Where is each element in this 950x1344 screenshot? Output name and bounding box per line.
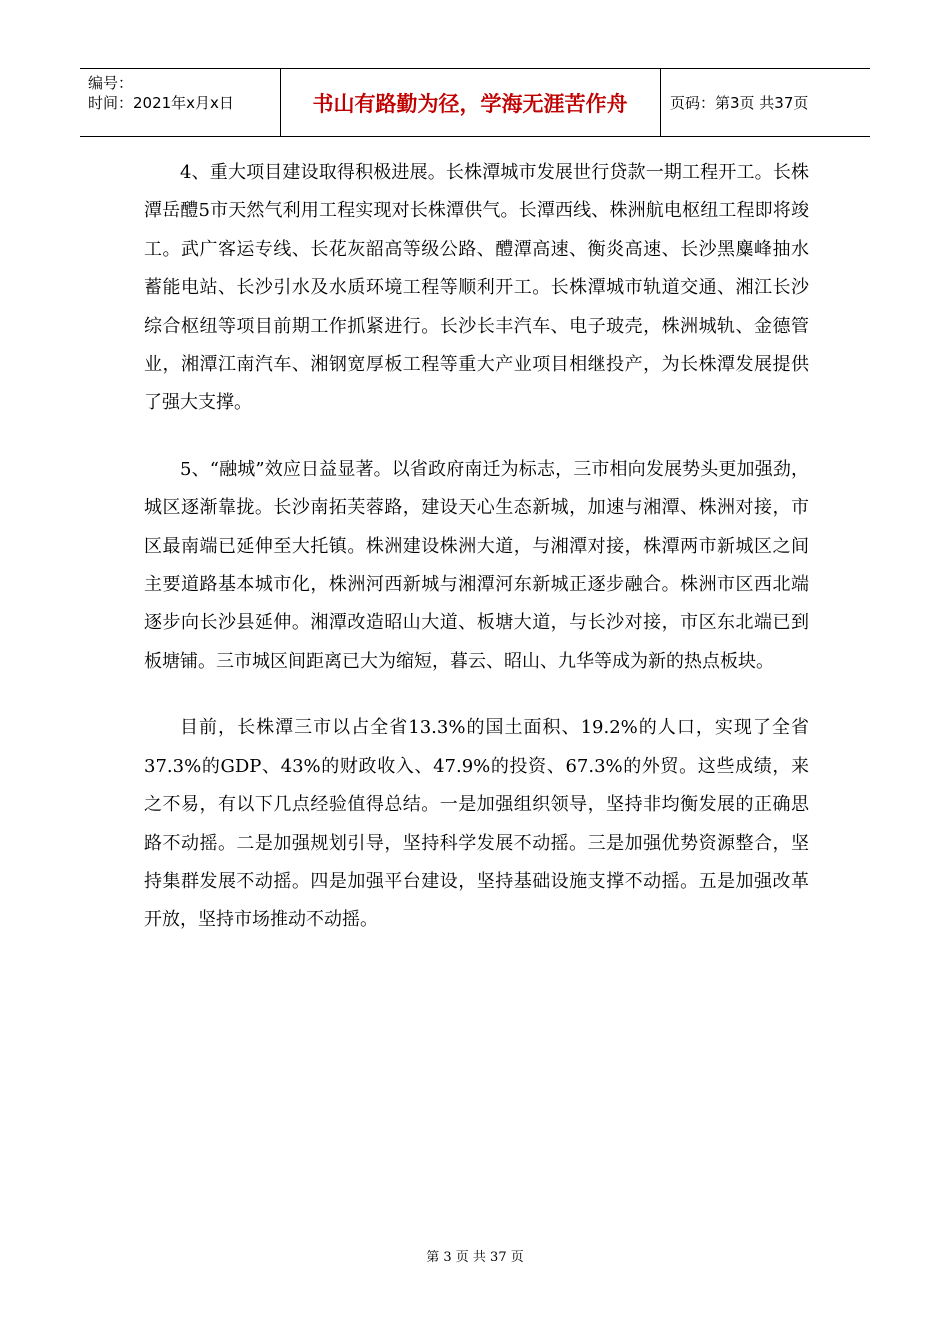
paragraph-city-integration: 5、“融城”效应日益显著。以省政府南迁为标志，三市相向发展势头更加强劲，城区逐渐靠拢。长沙南拓芙蓉路，建设天心生态新城，加速与湘潭、株洲对接，市区最南端已延伸至大托镇。株洲建设株洲大道，与湘潭对接，株潭两市新城区之间主要道路基本城市化，株洲河西新城与湘潭河东新城正逐步融合。株洲市区西北端逐步向长沙县延伸。湘潭改造昭山大道、板塘大道，与长沙对接，市区东北端已到板塘铺。三市城区间距离已大为缩短，暮云、昭山、九华等成为新的热点板块。	[144, 458, 809, 672]
document-number-label: 编号：	[88, 74, 134, 92]
paragraph-summary: 目前，长株潭三市以占全省13.3%的国土面积、19.2%的人口，实现了全省37.3%的GDP、43%的财政收入、47.9%的投资、67.3%的外贸。这些成绩，来之不易，有以下几点经验值得总结。一是加强组织领导，坚持非均衡发展的正确思路不动摇。二是加强规划引导，坚持科学发展不动摇。三是加强优势资源整合，坚持集群发展不动摇。四是加强平台建设，坚持基础设施支撑不动摇。五是加强改革开放，坚持市场推动不动摇。	[144, 717, 809, 931]
page-footer: 第 3 页 共 37 页	[426, 1250, 524, 1265]
document-body	[144, 154, 809, 968]
paragraph-major-projects: 4、重大项目建设取得积极进展。长株潭城市发展世行贷款一期工程开工。长株潭岳醴5市天然气利用工程实现对长株潭供气。长潭西线、株洲航电枢纽工程即将竣工。武广客运专线、长花灰韶高等级公路、醴潭高速、衡炎高速、长沙黑麋峰抽水蓄能电站、长沙引水及水质环境工程等顺利开工。长株潭城市轨道交通、湘江长沙综合枢纽等项目前期工作抓紧进行。长沙长丰汽车、电子玻壳，株洲城轨、金德管业，湘潭江南汽车、湘钢宽厚板工程等重大产业项目相继投产，为长株潭发展提供了强大支撑。	[144, 162, 809, 414]
header-motto: 书山有路勤为径，学海无涯苦作舟	[280, 69, 661, 136]
header-info-cell	[80, 69, 281, 136]
page-header	[80, 68, 870, 137]
header-page-info: 页码：第3页 共37页	[670, 94, 809, 112]
document-date: 时间：2021年x月x日	[88, 94, 234, 112]
